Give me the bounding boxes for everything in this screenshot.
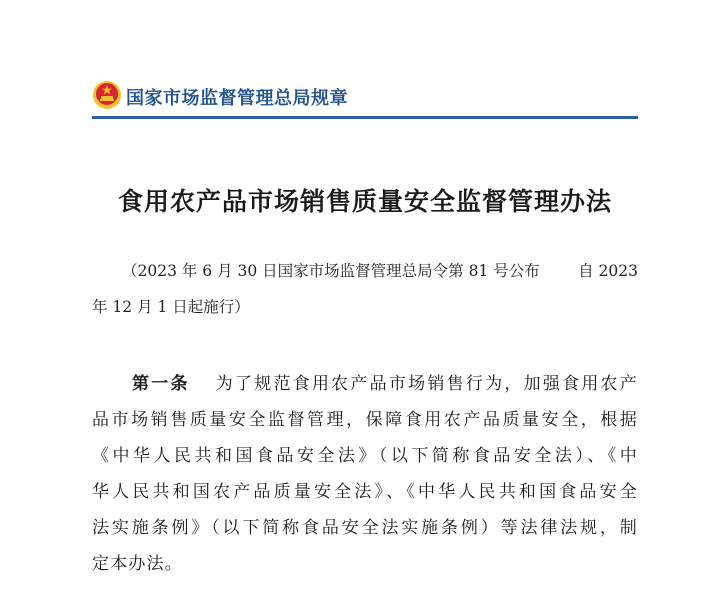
national-emblem-icon	[92, 80, 122, 110]
publication-note-line1-left: （2023 年 6 月 30 日国家市场监督管理总局令第 81 号公布	[122, 262, 540, 280]
article-1-line: 《中华人民共和国食品安全法》（以下简称食品安全法）、《中	[92, 446, 638, 466]
publication-note	[92, 253, 638, 325]
publication-note-line1-right: 自 2023	[578, 262, 638, 280]
article-1-line: 品市场销售质量安全监督管理，保障食用农产品质量安全，根据	[92, 410, 638, 430]
header-title: 国家市场监督管理总局规章	[126, 88, 348, 109]
article-1-line: 定本办法。	[92, 554, 183, 574]
article-1-line: 华人民共和国农产品质量安全法》、《中华人民共和国食品安全	[92, 482, 638, 502]
publication-note-line2: 年 12 月 1 日起施行）	[92, 298, 250, 316]
document-header	[92, 76, 638, 116]
article-1-line	[92, 366, 638, 402]
document-title: 食用农产品市场销售质量安全监督管理办法	[117, 187, 612, 216]
publication-note-line1	[92, 253, 638, 289]
article-1-line: 法实施条例》（以下简称食品安全法实施条例）等法律法规，制	[92, 518, 638, 538]
article-number: 第一条	[132, 374, 190, 394]
article-1	[92, 366, 638, 582]
article-1-text: 为了规范食用农产品市场销售行为，加强食用农产	[215, 374, 638, 394]
header-divider	[92, 116, 638, 119]
